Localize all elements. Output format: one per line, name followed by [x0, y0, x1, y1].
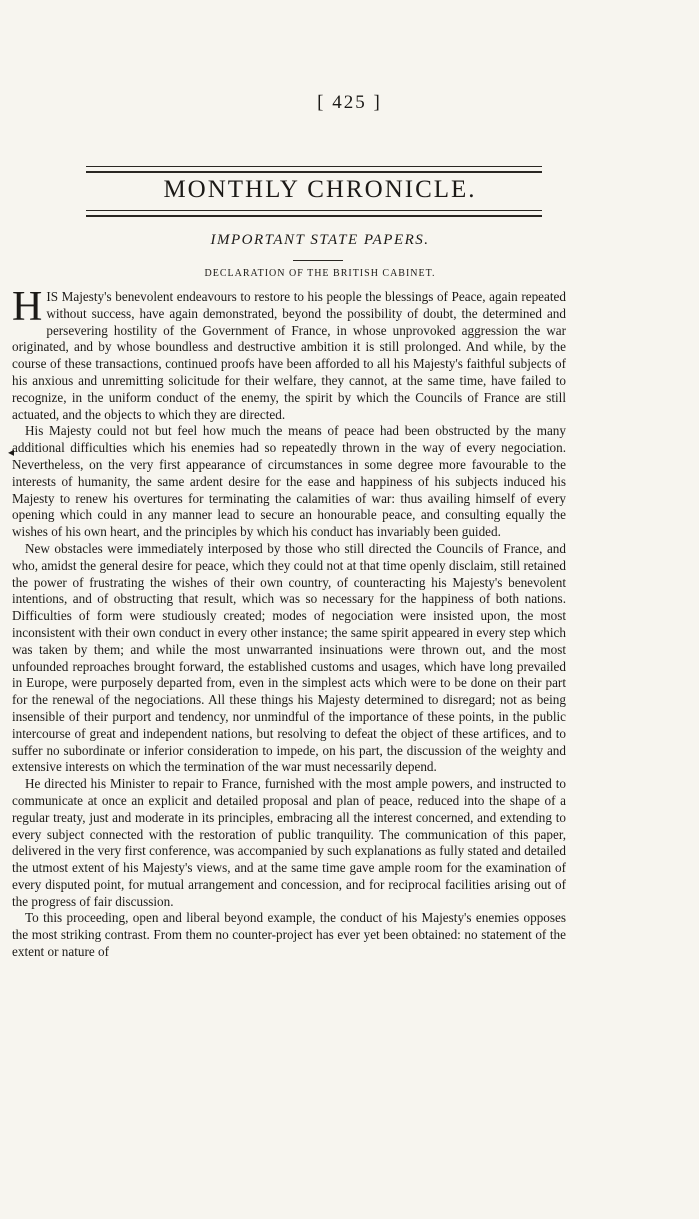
top-rule-thick [86, 171, 542, 173]
top-rule [86, 166, 542, 167]
section-heading: IMPORTANT STATE PAPERS. [210, 232, 430, 248]
article-body [12, 284, 566, 961]
paragraph: To this proceeding, open and liberal beyond example, the conduct of his Majesty's enemies opposes the most striking contrast. From them no counter-project has ever yet been obtained: no statement of the extent or nature of [12, 910, 566, 960]
paragraph-text: IS Majesty's benevolent endeavours to restore to his people the blessings of Peace, again repeated without success, have again demonstrated, beyond the possibility of doubt, the determined and persevering hostility of the Government of France, in whose unprovoked aggression the war originated, and by whose boundless and destructive ambition it is still prolonged. And while, by the course of these transactions, continued proofs have been afforded to all his Majesty's faithful subjects of his anxious and unremitting solicitude for their welfare, they cannot, at the same time, have failed to recognize, in the uniform conduct of the enemy, the spirit by which the Councils of France are still actuated, and the objects to which they are directed. [12, 289, 566, 422]
paragraph: His Majesty could not but feel how much the means of peace had been obstructed by the many additional difficulties which his enemies had so repeatedly thrown in the way of every negociation. Nevertheless, on the very first appearance of circumstances in some degree more favourable to the interests of humanity, the same ardent desire for the ease and happiness of his subjects induced his Majesty to renew his overtures for terminating the calamities of war: thus availing himself of every opening which could in any manner lead to secure an honourable peace, and consulting equally the wishes of his own heart, and the principles by which his conduct has invariably been guided. [12, 423, 566, 540]
article-subheading: DECLARATION OF THE BRITISH CABINET. [204, 268, 436, 279]
page-number: [ 425 ] [317, 92, 382, 113]
short-divider [293, 260, 343, 261]
page-title: MONTHLY CHRONICLE. [163, 176, 477, 203]
paragraph: He directed his Minister to repair to France, furnished with the most ample powers, and instructed to communicate at once an explicit and detailed proposal and plan of peace, reduced into the shape of a regular treaty, just and moderate in its principles, embracing all the interest concerned, and extending to every subject connected with the restoration of public tranquility. The communication of this paper, delivered in the very first conference, was accompanied by such explanations as fully stated and detailed the utmost extent of his Majesty's views, and at the same time gave ample room for the examination of every disputed point, for mutual arrangement and concession, and for reciprocal facilities arising out of the progress of fair discussion. [12, 776, 566, 909]
title-rule-thick [86, 215, 542, 217]
paragraph [12, 284, 566, 423]
title-rule [86, 210, 542, 211]
drop-cap: H [12, 284, 43, 330]
paragraph: New obstacles were immediately interposed by those who still directed the Councils of France, and who, amidst the general desire for peace, which they could not at that time openly disclaim, still retained the power of frustrating the wishes of their own country, of counteracting his Majesty's benevolent intentions, and of obstructing that result, which was so necessary for the happiness of both nations. Difficulties of form were studiously created; modes of negociation were insisted upon, the most inconsistent with their own conduct in every other instance; the same spirit appeared in every step which was taken by them; and while the most unwarranted insinuations were thrown out, and the most unfounded reproaches brought forward, the established customs and usages, which have long prevailed in Europe, were purposely departed from, even in the simplest acts which were to be done on their part for the renewal of the negociations. All these things his Majesty determined to disregard; not as being insensible of their purport and tendency, nor unmindful of the importance of these points, in the public intercourse of great and independent nations, but resolving to defeat the object of these artifices, and to suffer no subordinate or inferior consideration to impede, on his part, the discussion of the weighty and extensive interests on which the termination of the war must necessarily depend. [12, 540, 566, 775]
margin-mark: ◂ [8, 445, 15, 459]
